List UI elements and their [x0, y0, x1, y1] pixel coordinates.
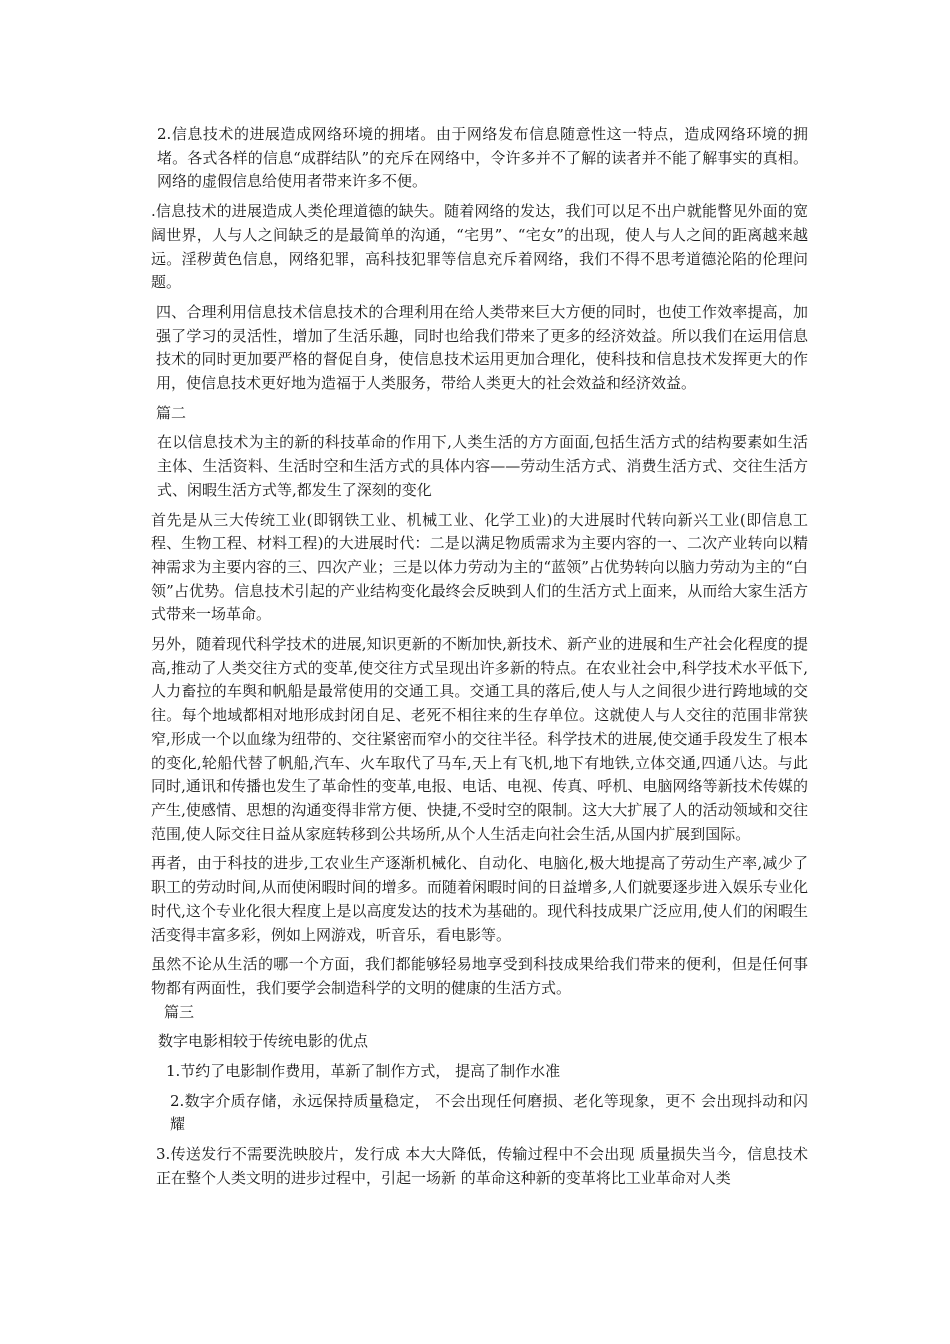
list-item-distribution: 3.传送发行不需要洗映胶片，发行成 本大大降低，传输过程中不会出现 质量损失当今，信息技术正在整个人类文明的进步过程中，引起一场新 的革命这种新的变革将比工业革命对人类	[156, 1145, 808, 1187]
paragraph-network-congestion: 2.信息技术的进展造成网络环境的拥堵。由于网络发布信息随意性这一特点，造成网络环境的拥堵。各式各样的信息“成群结队”的充斥在网络中，令许多并不了解的读者并不能了解事实的真相。网络的虚假信息给使用者带来许多不便。	[157, 125, 808, 191]
paragraph-lifestyle-change: 在以信息技术为主的新的科技革命的作用下,人类生活的方方面面,包括生活方式的结构要素如生活主体、生活资料、生活时空和生活方式的具体内容——劳动生活方式、消费生活方式、交往生活方式、闲暇生活方式等,都发生了深刻的变化	[157, 433, 808, 499]
subtitle-digital-film-advantages: 数字电影相较于传统电影的优点	[158, 1032, 369, 1051]
paragraph-conclusion: 虽然不论从生活的哪一个方面，我们都能够轻易地享受到科技成果给我们带来的便利，但是任何事物都有两面性，我们要学会制造科学的文明的健康的生活方式。	[151, 955, 808, 997]
section-heading-part-two: 篇二	[156, 403, 187, 422]
paragraph-industry-shift: 首先是从三大传统工业(即钢铁工业、机械工业、化学工业)的大进展时代转向新兴工业(即信息工程、生物工程、材料工程)的大进展时代：二是以满足物质需求为主要内容的一、二次产业转向以精神需求为主要内容的三、四次产业；三是以体力劳动为主的“蓝领”占优势转向以脑力劳动为主的“白领”占优势。信息技术引起的产业结构变化最终会反映到人们的生活方式上面来，从而给大家生活方式带来一场革命。	[151, 510, 808, 624]
document-body	[142, 123, 808, 1191]
paragraph-rational-use: 四、合理利用信息技术信息技术的合理利用在给人类带来巨大方便的同时，也使工作效率提高，加强了学习的灵活性，增加了生活乐趣，同时也给我们带来了更多的经济效益。所以我们在运用信息技术的同时更加要严格的督促自身，使信息技术运用更加合理化，使科技和信息技术发挥更大的作用，使信息技术更好地为造福于人类服务，带给人类更大的社会效益和经济效益。	[156, 302, 808, 393]
paragraph-leisure-time: 再者，由于科技的进步,工农业生产逐渐机械化、自动化、电脑化,极大地提高了劳动生产率,减少了职工的劳动时间,从而使闲暇时间的增多。而随着闲暇时间的日益增多,人们就要逐步进入娱乐专业化时代,这个专业化很大程度上是以高度发达的技术为基础的。现代科技成果广泛应用,使人们的闲暇生活变得丰富多彩，例如上网游戏，听音乐，看电影等。	[151, 854, 808, 944]
section-heading-part-three: 篇三	[164, 1002, 195, 1021]
list-item-digital-storage: 2.数字介质存储，永远保持质量稳定， 不会出现任何磨损、老化等现象，更不 会出现抖动和闪耀	[170, 1091, 808, 1134]
paragraph-ethics-loss: .信息技术的进展造成人类伦理道德的缺失。随着网络的发达，我们可以足不出户就能瞥见外面的宽阔世界，人与人之间缺乏的是最简单的沟通，“宅男”、“宅女”的出现，使人与人之间的距离越来越远。淫秽黄色信息，网络犯罪，高科技犯罪等信息充斥着网络，我们不得不思考道德沦陷的伦理问题。	[151, 202, 808, 292]
paragraph-communication-change: 另外，随着现代科学技术的进展,知识更新的不断加快,新技术、新产业的进展和生产社会化程度的提高,推动了人类交往方式的变革,使交往方式呈现出许多新的特点。在农业社会中,科学技术水平低下,人力畜拉的车舆和帆船是最常使用的交通工具。交通工具的落后,使人与人之间很少进行跨地域的交往。每个地域都相对地形成封闭自足、老死不相往来的生存单位。这就使人与人交往的范围非常狭窄,形成一个以血缘为纽带的、交往紧密而窄小的交往半径。科学技术的进展,使交通手段发生了根本的变化,轮船代替了帆船,汽车、火车取代了马车,天上有飞机,地下有地铁,立体交通,四通八达。与此同时,通讯和传播也发生了革命性的变革,电报、电话、电视、传真、呼机、电脑网络等新技术传媒的产生,使感情、思想的沟通变得非常方便、快捷,不受时空的限制。这大大扩展了人的活动领域和交往范围,使人际交往日益从家庭转移到公共场所,从个人生活走向社会生活,从国内扩展到国际。	[151, 635, 808, 843]
list-item-cost-saving: 1.节约了电影制作费用，革新了制作方式， 提高了制作水准	[166, 1062, 561, 1081]
